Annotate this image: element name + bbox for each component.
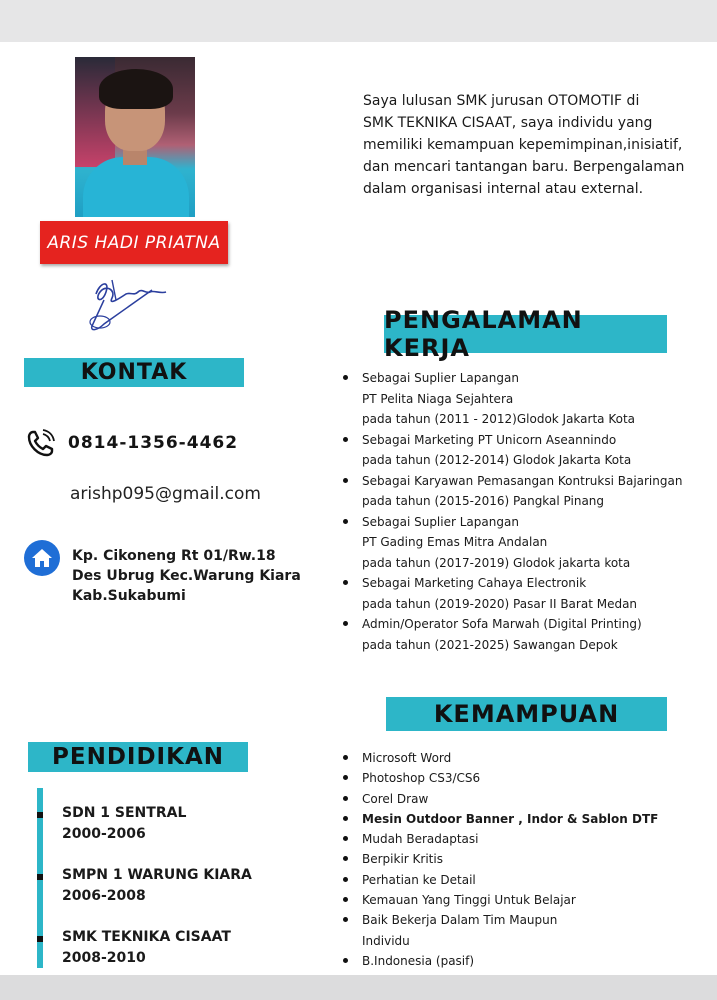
- top-bar: [0, 0, 717, 42]
- skill-list: [340, 748, 700, 971]
- contact-address: [24, 540, 301, 606]
- experience-list: [340, 368, 700, 655]
- skill-item: Kemauan Yang Tinggi Untuk Belajar: [340, 890, 700, 910]
- education-item: [62, 803, 186, 845]
- school-years: 2008-2010: [62, 950, 146, 966]
- home-icon: [24, 540, 60, 576]
- timeline-dot: [37, 874, 43, 880]
- education-item: [62, 927, 231, 969]
- skill-item: Photoshop CS3/CS6: [340, 768, 700, 788]
- skill-item: Berpikir Kritis: [340, 849, 700, 869]
- experience-item: Sebagai Suplier Lapangan PT Pelita Niaga Sejahtera pada tahun (2011 - 2012)Glodok Jakarta Kota: [340, 368, 700, 430]
- summary-line: dalam organisasi internal atau external.: [363, 181, 644, 197]
- contact-phone: [26, 428, 238, 458]
- experience-item: Admin/Operator Sofa Marwah (Digital Printing) pada tahun (2021-2025) Sawangan Depok: [340, 614, 700, 655]
- profile-summary: [363, 90, 708, 200]
- skill-item: Baik Bekerja Dalam Tim Maupun: [340, 910, 700, 930]
- name-badge: [40, 221, 228, 264]
- skill-item: Mesin Outdoor Banner , Indor & Sablon DTF: [340, 809, 700, 829]
- experience-item: Sebagai Marketing PT Unicorn Aseannindo pada tahun (2012-2014) Glodok Jakarta Kota: [340, 430, 700, 471]
- experience-item: Sebagai Karyawan Pemasangan Kontruksi Bajaringan pada tahun (2015-2016) Pangkal Pinang: [340, 471, 700, 512]
- email-address: arishp095@gmail.com: [70, 484, 261, 504]
- address-line: Kp. Cikoneng Rt 01/Rw.18: [72, 548, 276, 564]
- timeline-dot: [37, 936, 43, 942]
- summary-line: dan mencari tantangan baru. Berpengalaman: [363, 159, 685, 175]
- school-name: SMK TEKNIKA CISAAT: [62, 929, 231, 945]
- timeline-dot: [37, 812, 43, 818]
- school-years: 2000-2006: [62, 826, 146, 842]
- school-years: 2006-2008: [62, 888, 146, 904]
- pengalaman-heading: PENGALAMAN KERJA: [384, 315, 667, 353]
- profile-photo: [75, 57, 195, 217]
- school-name: SDN 1 SENTRAL: [62, 805, 187, 821]
- summary-line: SMK TEKNIKA CISAAT, saya individu yang: [363, 115, 653, 131]
- school-name: SMPN 1 WARUNG KIARA: [62, 867, 252, 883]
- skill-item-continued: Individu: [362, 933, 410, 948]
- phone-icon: [26, 428, 56, 458]
- kontak-heading: KONTAK: [24, 358, 244, 387]
- name-text: ARIS HADI PRIATNA: [47, 232, 221, 253]
- bottom-bar: [0, 975, 717, 1000]
- experience-item: Sebagai Suplier Lapangan PT Gading Emas Mitra Andalan pada tahun (2017-2019) Glodok jakarta kota: [340, 512, 700, 574]
- skill-item: B.Indonesia (pasif): [340, 951, 700, 971]
- signature-image: [82, 270, 182, 340]
- education-item: [62, 865, 252, 907]
- summary-line: memiliki kemampuan kepemimpinan,inisiatif,: [363, 137, 683, 153]
- experience-item: Sebagai Marketing Cahaya Electronik pada tahun (2019-2020) Pasar II Barat Medan: [340, 573, 700, 614]
- skill-item: Corel Draw: [340, 789, 700, 809]
- pendidikan-heading: PENDIDIKAN: [28, 742, 248, 772]
- address-line: Kab.Sukabumi: [72, 588, 186, 604]
- phone-number: 0814-1356-4462: [68, 433, 239, 453]
- summary-line: Saya lulusan SMK jurusan OTOMOTIF di: [363, 93, 640, 109]
- address-line: Des Ubrug Kec.Warung Kiara: [72, 568, 301, 584]
- skill-item: Microsoft Word: [340, 748, 700, 768]
- skill-item: Mudah Beradaptasi: [340, 829, 700, 849]
- kemampuan-heading: KEMAMPUAN: [386, 697, 667, 731]
- skill-item: Perhatian ke Detail: [340, 870, 700, 890]
